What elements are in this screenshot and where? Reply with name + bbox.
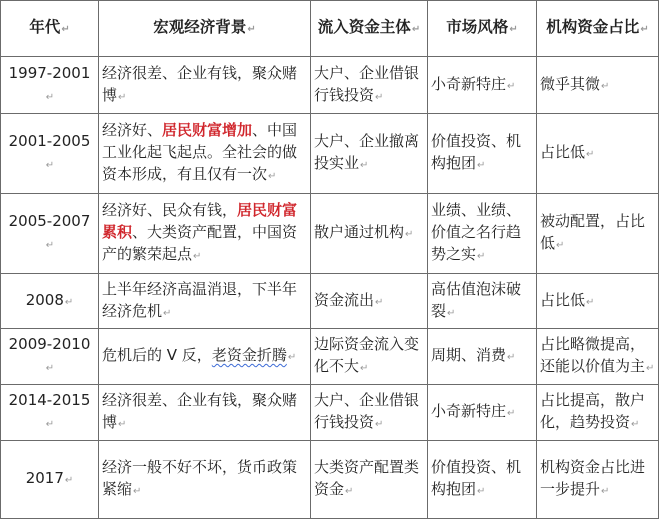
era-cell: 2009-2010↵ [1,329,99,385]
highlight-text: 居民财富增加 [162,121,253,139]
style-cell: 价值投资、机构抱团↵ [428,441,537,519]
style-cell: 小奇新特庄↵ [428,385,537,441]
share-cell: 被动配置，占比低↵ [537,194,659,274]
table-row [1,274,659,329]
era-cell: 2001-2005↵ [1,114,99,194]
table-row [1,57,659,114]
share-cell: 占比略微提高，还能以价值为主↵ [537,329,659,385]
share-cell: 机构资金占比进一步提升↵ [537,441,659,519]
table-row [1,329,659,385]
share-cell: 占比提高，散户化，趋势投资↵ [537,385,659,441]
macro-cell: 经济好、居民财富增加、中国工业化起飞起点。全社会的做资本形成，有且仅有一次↵ [99,114,311,194]
header-share: 机构资金占比↵ [537,1,659,57]
table-row [1,441,659,519]
macro-cell: 经济很差、企业有钱，聚众赌博↵ [99,385,311,441]
spellcheck-underlined-text: 老资金折腾 [211,346,287,364]
inflow-cell: 大户、企业撤离投实业↵ [311,114,428,194]
inflow-cell: 边际资金流入变化不大↵ [311,329,428,385]
inflow-cell: 大类资产配置类资金↵ [311,441,428,519]
inflow-cell: 大户、企业借银行钱投资↵ [311,57,428,114]
share-cell: 微乎其微↵ [537,57,659,114]
style-cell: 价值投资、机构抱团↵ [428,114,537,194]
table-row [1,114,659,194]
era-cell: 2005-2007↵ [1,194,99,274]
style-cell: 周期、消费↵ [428,329,537,385]
header-style: 市场风格↵ [428,1,537,57]
header-macro: 宏观经济背景↵ [99,1,311,57]
macro-cell: 危机后的 V 反，老资金折腾↵ [99,329,311,385]
header-inflow: 流入资金主体↵ [311,1,428,57]
inflow-cell: 大户、企业借银行钱投资↵ [311,385,428,441]
highlight-text: 居民财富累积 [102,201,298,241]
inflow-cell: 散户通过机构↵ [311,194,428,274]
style-cell: 业绩、业绩、价值之名行趋势之实↵ [428,194,537,274]
era-cell: 2017↵ [1,441,99,519]
macro-cell: 经济好、民众有钱，居民财富累积、大类资产配置，中国资产的繁荣起点↵ [99,194,311,274]
era-cell: 1997-2001↵ [1,57,99,114]
share-cell: 占比低↵ [537,114,659,194]
macro-cell: 上半年经济高温消退，下半年经济危机↵ [99,274,311,329]
era-cell: 2014-2015↵ [1,385,99,441]
header-row [1,1,659,57]
era-cell: 2008↵ [1,274,99,329]
macro-cell: 经济很差、企业有钱，聚众赌博↵ [99,57,311,114]
inflow-cell: 资金流出↵ [311,274,428,329]
share-cell: 占比低↵ [537,274,659,329]
table-row [1,194,659,274]
header-era: 年代↵ [1,1,99,57]
style-cell: 高估值泡沫破裂↵ [428,274,537,329]
style-cell: 小奇新特庄↵ [428,57,537,114]
macro-cell: 经济一般不好不坏，货币政策紧缩↵ [99,441,311,519]
table-row [1,385,659,441]
